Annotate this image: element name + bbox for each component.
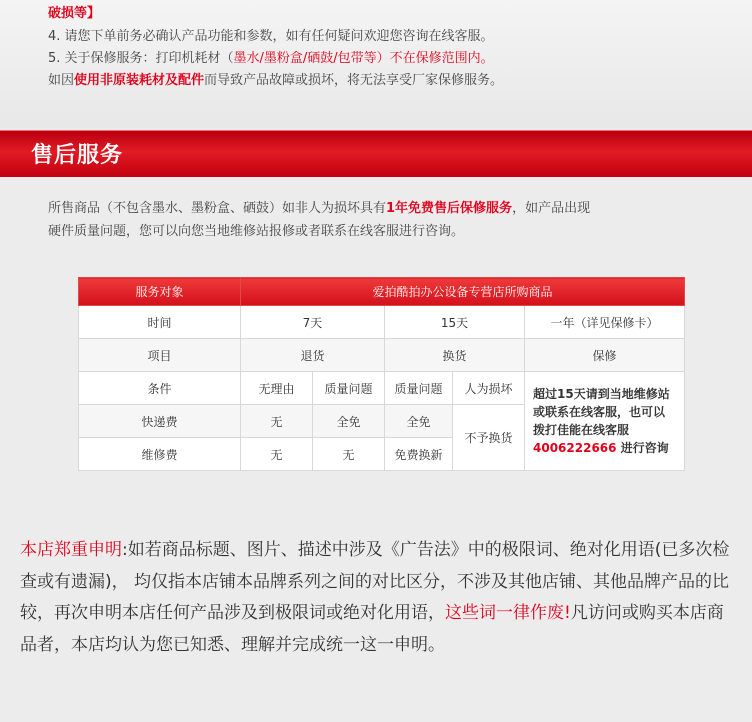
declaration-body-2: 凡访问或购买本店商品者，本店均认为您已知悉、理解并完成统一这一申明。	[20, 603, 724, 655]
row-label-condition: 条件	[79, 372, 241, 405]
notice-line-4-c: 而导致产品故障或损坏，将无法享受厂家保修服务。	[204, 73, 504, 88]
store-declaration	[20, 535, 736, 661]
table-row	[79, 372, 685, 405]
row-label-item: 项目	[79, 339, 241, 372]
row-label-shipping: 快递费	[79, 405, 241, 438]
service-table	[78, 277, 685, 471]
table-row	[79, 306, 685, 339]
cell-ship-b: 全免	[313, 405, 385, 438]
cell-ship-a: 无	[241, 405, 313, 438]
notice-line-4	[48, 69, 503, 88]
cell-time-exchange: 15天	[385, 306, 525, 339]
table-header-row	[79, 278, 685, 306]
cell-cond-quality-1: 质量问题	[313, 372, 385, 405]
cell-item-exchange: 换货	[385, 339, 525, 372]
cell-item-return: 退货	[241, 339, 385, 372]
notice-line-3-text: 5. 关于保修服务：打印机耗材（	[48, 51, 234, 66]
cell-no-exchange: 不予换货	[453, 405, 525, 471]
warranty-note	[525, 372, 685, 471]
notice-line-4-a: 如因	[48, 73, 75, 88]
intro-line-1-c: ，如产品出现	[512, 201, 591, 216]
intro-line-1-a: 所售商品（不包含墨水、墨粉盒、硒鼓）如非人为损坏具有	[48, 201, 387, 216]
warranty-note-tail: 进行咨询	[616, 441, 669, 455]
section-banner	[0, 130, 752, 177]
section-title: 售后服务	[31, 143, 124, 168]
header-service-target: 服务对象	[79, 278, 241, 306]
warranty-note-text: 超过15天请到当地维修站或联系在线客服，也可以拨打佳能在线客服	[533, 387, 670, 437]
notice-line-2: 4. 请您下单前务必确认产品功能和参数，如有任何疑问欢迎您咨询在线客服。	[48, 29, 494, 44]
cell-fix-b: 无	[313, 438, 385, 471]
cell-time-warranty: 一年（详见保修卡）	[525, 306, 685, 339]
declaration-body-1: :如若商品标题、图片、描述中涉及《广告法》中的极限词、绝对化用语(已多次检查或有遗漏)， 均仅指本店铺本品牌系列之间的对比区分，不涉及其他店铺、其他品牌产品的比较，再次申明本店任何产品涉及到极限词或绝对化用语，	[20, 540, 730, 623]
cell-cond-human-damage: 人为损坏	[453, 372, 525, 405]
notice-line-4-highlight: 使用非原装耗材及配件	[74, 73, 205, 88]
cell-item-warranty: 保修	[525, 339, 685, 372]
cell-cond-quality-2: 质量问题	[385, 372, 453, 405]
cell-fix-c: 免费换新	[385, 438, 453, 471]
service-phone: 4006222666	[533, 441, 617, 455]
notice-line-1: 破损等】	[48, 6, 101, 21]
notice-line-3	[48, 47, 494, 66]
cell-cond-no-reason: 无理由	[241, 372, 313, 405]
notice-section	[0, 0, 752, 128]
cell-time-return: 7天	[241, 306, 385, 339]
cell-ship-c: 全免	[385, 405, 453, 438]
intro-line-2: 硬件质量问题，您可以向您当地维修站报修或者联系在线客服进行咨询。	[48, 224, 465, 239]
row-label-repair: 维修费	[79, 438, 241, 471]
table-row	[79, 339, 685, 372]
header-store-products: 爱拍酷拍办公设备专营店所购商品	[241, 278, 685, 306]
intro-line-1	[48, 197, 590, 216]
cell-fix-a: 无	[241, 438, 313, 471]
declaration-highlight: 这些词一律作废!	[445, 603, 571, 623]
declaration-heading: 本店郑重申明	[20, 540, 122, 560]
intro-highlight: 1年免费售后保修服务	[386, 201, 513, 216]
notice-line-3-highlight: 墨水/墨粉盒/硒鼓/包带等）不在保修范围内。	[233, 51, 494, 66]
row-label-time: 时间	[79, 306, 241, 339]
